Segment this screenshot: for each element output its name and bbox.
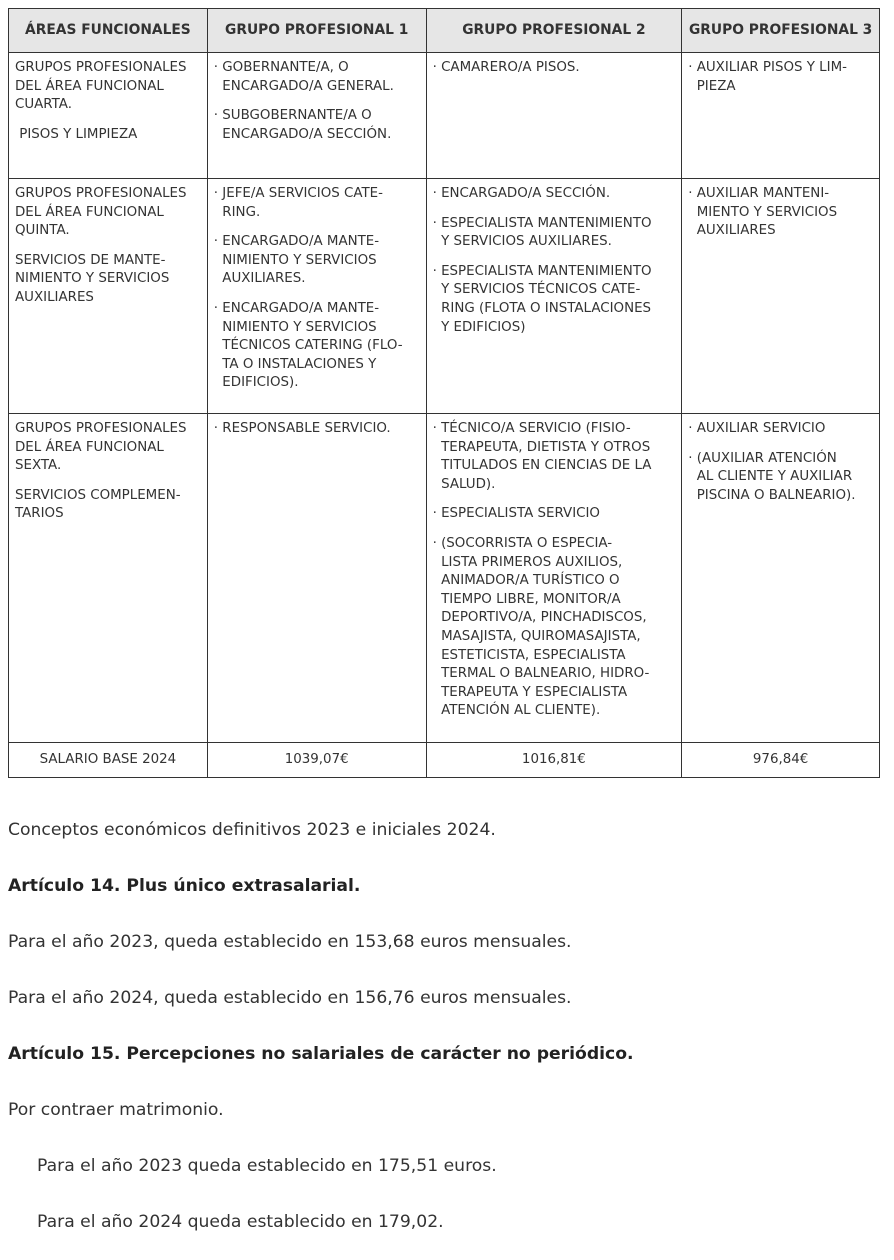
cell-area: [9, 179, 208, 414]
header-areas: ÁREAS FUNCIONALES: [9, 9, 208, 53]
table-header-row: [9, 9, 880, 53]
cell-g3: [682, 414, 880, 743]
cell-g1: [207, 414, 426, 743]
job-item: · TÉCNICO/A SERVICIO (FISIO- TERAPEUTA, DIETISTA Y OTROS TITULADOS EN CIENCIAS DE LA SALUD).: [432, 421, 652, 492]
cell-area: [9, 53, 208, 179]
job-item: · JEFE/A SERVICIOS CATE- RING.: [213, 186, 383, 220]
job-item: · ENCARGADO/A MANTE- NIMIENTO Y SERVICIOS AUXILIARES.: [213, 234, 380, 287]
job-item: · (SOCORRISTA O ESPECIA- LISTA PRIMEROS AUXILIOS, ANIMADOR/A TURÍSTICO O TIEMPO LIBRE, MONITOR/A DEPORTIVO/A, PINCHADISCOS, MASAJISTA, QUIROMASAJISTA, ESTETICISTA, ESPECIALISTA TERMAL O BALNEARIO, HIDRO- TERAPEUTA Y ESPECIALISTA ATENCIÓN AL CLIENTE).: [432, 535, 650, 719]
paragraph: Para el año 2024 queda establecido en 179,02.: [37, 1212, 444, 1232]
cell-g2: [426, 179, 682, 414]
cell-g3: [682, 53, 880, 179]
job-item: · ENCARGADO/A SECCIÓN.: [432, 186, 611, 201]
document-body: [8, 812, 634, 1260]
paragraph: Para el año 2023, queda establecido en 153,68 euros mensuales.: [8, 932, 572, 952]
header-group-3: GRUPO PROFESIONAL 3: [682, 9, 880, 53]
area-text: PISOS Y LIMPIEZA: [15, 126, 138, 142]
cell-g3: [682, 179, 880, 414]
header-group-2: GRUPO PROFESIONAL 2: [426, 9, 682, 53]
paragraph: Para el año 2024, queda establecido en 156,76 euros mensuales.: [8, 988, 572, 1008]
job-item: · RESPONSABLE SERVICIO.: [213, 421, 391, 436]
job-item: · AUXILIAR PISOS Y LIM- PIEZA: [688, 60, 847, 94]
job-item: · GOBERNANTE/A, O ENCARGADO/A GENERAL.: [213, 60, 394, 94]
area-text: GRUPOS PROFESIONALES DEL ÁREA FUNCIONAL SEXTA.: [15, 421, 187, 474]
header-group-1: GRUPO PROFESIONAL 1: [207, 9, 426, 53]
area-text: SERVICIOS DE MANTE- NIMIENTO Y SERVICIOS AUXILIARES: [15, 252, 170, 305]
professional-groups-table: [8, 8, 880, 778]
job-item: · ESPECIALISTA MANTENIMIENTO Y SERVICIOS TÉCNICOS CATE- RING (FLOTA O INSTALACIONES Y EDIFICIOS): [432, 263, 652, 335]
article-heading: Artículo 14. Plus único extrasalarial.: [8, 876, 361, 896]
salary-value: 976,84€: [682, 743, 880, 778]
salary-value: 1039,07€: [207, 743, 426, 778]
cell-area: [9, 414, 208, 743]
paragraph: Por contraer matrimonio.: [8, 1100, 224, 1120]
job-item: · ESPECIALISTA SERVICIO: [432, 506, 600, 522]
area-text: SERVICIOS COMPLEMEN- TARIOS: [15, 487, 181, 522]
job-item: · SUBGOBERNANTE/A O ENCARGADO/A SECCIÓN.: [213, 108, 392, 142]
cell-g1: [207, 179, 426, 414]
paragraph: Para el año 2023 queda establecido en 175,51 euros.: [37, 1156, 497, 1176]
job-item: · (AUXILIAR ATENCIÓN AL CLIENTE Y AUXILIAR PISCINA O BALNEARIO).: [688, 450, 856, 503]
job-item: · CAMARERO/A PISOS.: [432, 60, 580, 75]
salary-row: [9, 743, 880, 778]
job-item: · ENCARGADO/A MANTE- NIMIENTO Y SERVICIOS TÉCNICOS CATERING (FLO- TA O INSTALACIONES Y EDIFICIOS).: [213, 300, 403, 391]
cell-g2: [426, 53, 682, 179]
job-item: · AUXILIAR MANTENI- MIENTO Y SERVICIOS AUXILIARES: [688, 186, 838, 239]
job-item: · ESPECIALISTA MANTENIMIENTO Y SERVICIOS AUXILIARES.: [432, 215, 652, 250]
area-text: GRUPOS PROFESIONALES DEL ÁREA FUNCIONAL QUINTA.: [15, 186, 187, 239]
table-row: [9, 53, 880, 179]
cell-g1: [207, 53, 426, 179]
job-item: · AUXILIAR SERVICIO: [688, 421, 826, 436]
table-row: [9, 179, 880, 414]
table-row: [9, 414, 880, 743]
paragraph: Conceptos económicos definitivos 2023 e iniciales 2024.: [8, 820, 496, 840]
article-heading: Artículo 15. Percepciones no salariales de carácter no periódico.: [8, 1044, 634, 1064]
area-text: GRUPOS PROFESIONALES DEL ÁREA FUNCIONAL CUARTA.: [15, 60, 187, 113]
salary-value: 1016,81€: [426, 743, 682, 778]
salary-label: SALARIO BASE 2024: [9, 743, 208, 778]
cell-g2: [426, 414, 682, 743]
